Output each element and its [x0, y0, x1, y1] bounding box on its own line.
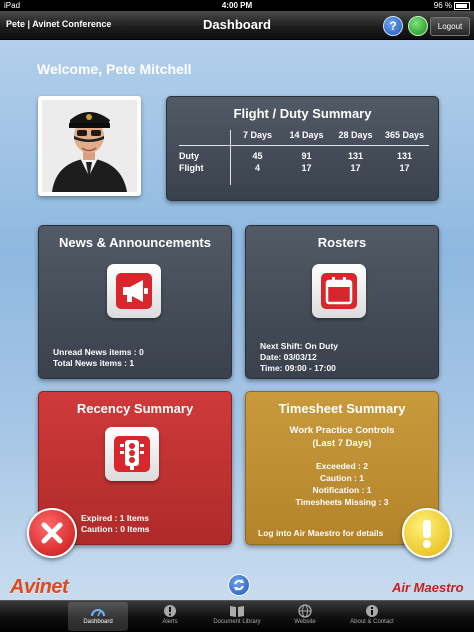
news-button[interactable] [107, 264, 161, 318]
tab-bar [0, 600, 474, 632]
pilot-avatar-icon [42, 100, 137, 192]
column-header: 7 Days [242, 130, 273, 140]
help-button[interactable]: ? [383, 16, 403, 36]
tab-label: Alerts [162, 619, 178, 625]
alert-icon [163, 604, 177, 618]
exclamation-icon [404, 510, 450, 556]
battery-indicator [434, 0, 470, 11]
shift-date: Date: 03/03/12 [260, 352, 317, 362]
caution-items: Caution : 0 Items [81, 524, 150, 534]
expired-items: Expired : 1 Items [81, 513, 150, 523]
notification-count: Notification : 1 [312, 485, 372, 495]
table-row [179, 162, 429, 174]
timesheet-subtitle: Work Practice Controls [289, 425, 395, 436]
avinet-logo: Avinet [10, 576, 69, 598]
table-cell: 131 [396, 151, 413, 161]
column-header: 14 Days [289, 130, 324, 140]
news-title: News & Announcements [59, 235, 211, 250]
tab-label: Website [294, 619, 316, 625]
row-label: Flight [179, 163, 204, 173]
tab-label: About & Contact [350, 619, 394, 625]
tab-about-contact[interactable] [342, 602, 402, 631]
info-icon [365, 604, 379, 618]
rosters-title: Rosters [317, 235, 367, 250]
status-bar [0, 0, 474, 11]
recency-title: Recency Summary [76, 401, 194, 416]
refresh-icon [229, 575, 249, 595]
logout-button[interactable]: Logout [430, 17, 470, 36]
air-maestro-logo: Air Maestro [392, 580, 464, 595]
globe-icon [298, 604, 312, 618]
exceeded-count: Exceeded : 2 [316, 461, 368, 471]
calendar-icon [319, 271, 359, 311]
battery-label: 96 % [433, 1, 452, 10]
battery-icon [454, 2, 470, 10]
rosters-button[interactable] [312, 264, 366, 318]
unread-news-count: Unread News items : 0 [53, 347, 144, 357]
table-cell: 17 [350, 163, 361, 173]
table-cell: 17 [301, 163, 312, 173]
sync-button[interactable] [228, 574, 250, 596]
column-header: 365 Days [384, 130, 425, 140]
welcome-heading: Welcome, Pete Mitchell [37, 61, 192, 77]
warning-status-button[interactable] [402, 508, 452, 558]
connection-status-icon[interactable] [408, 16, 428, 36]
rosters-panel[interactable] [245, 225, 439, 379]
caution-count: Caution : 1 [320, 473, 364, 483]
total-news-count: Total News items : 1 [53, 358, 135, 368]
book-icon [229, 604, 245, 618]
table-row [179, 150, 429, 162]
nav-bar [0, 11, 474, 40]
tab-document-library[interactable] [207, 602, 267, 631]
tab-website[interactable] [275, 602, 335, 631]
flight-duty-summary-panel[interactable] [166, 96, 439, 201]
news-announcements-panel[interactable] [38, 225, 232, 379]
gauge-icon [90, 604, 106, 618]
page-title: Dashboard [203, 17, 271, 32]
close-icon [29, 510, 75, 556]
clock: 4:00 PM [221, 1, 253, 10]
tab-label: Dashboard [83, 619, 113, 625]
megaphone-icon [114, 271, 154, 311]
carrier-label: iPad [4, 1, 21, 10]
traffic-light-icon [112, 434, 152, 474]
flight-duty-table [179, 129, 429, 174]
row-label: Duty [179, 151, 199, 161]
table-divider [230, 130, 231, 185]
tab-alerts[interactable] [140, 602, 200, 631]
timesheet-period: (Last 7 Days) [312, 438, 372, 449]
table-header-row [179, 129, 429, 146]
column-header: 28 Days [338, 130, 373, 140]
tab-label: Document Library [213, 619, 261, 625]
table-cell: 4 [254, 163, 260, 173]
shift-time: Time: 09:00 - 17:00 [260, 363, 336, 373]
table-cell: 45 [252, 151, 263, 161]
alert-status-button[interactable] [27, 508, 77, 558]
next-shift: Next Shift: On Duty [260, 341, 338, 351]
timesheet-title: Timesheet Summary [278, 401, 406, 416]
table-cell: 91 [301, 151, 312, 161]
user-label: Pete | Avinet Conference [6, 19, 112, 29]
timesheet-footer[interactable]: Log into Air Maestro for details [258, 528, 384, 538]
timesheets-missing-count: Timesheets Missing : 3 [295, 497, 389, 507]
table-cell: 17 [399, 163, 410, 173]
table-cell: 131 [347, 151, 364, 161]
recency-button[interactable] [105, 427, 159, 481]
tab-dashboard[interactable] [68, 602, 128, 631]
profile-photo[interactable] [38, 96, 141, 196]
flight-duty-title: Flight / Duty Summary [233, 106, 372, 121]
